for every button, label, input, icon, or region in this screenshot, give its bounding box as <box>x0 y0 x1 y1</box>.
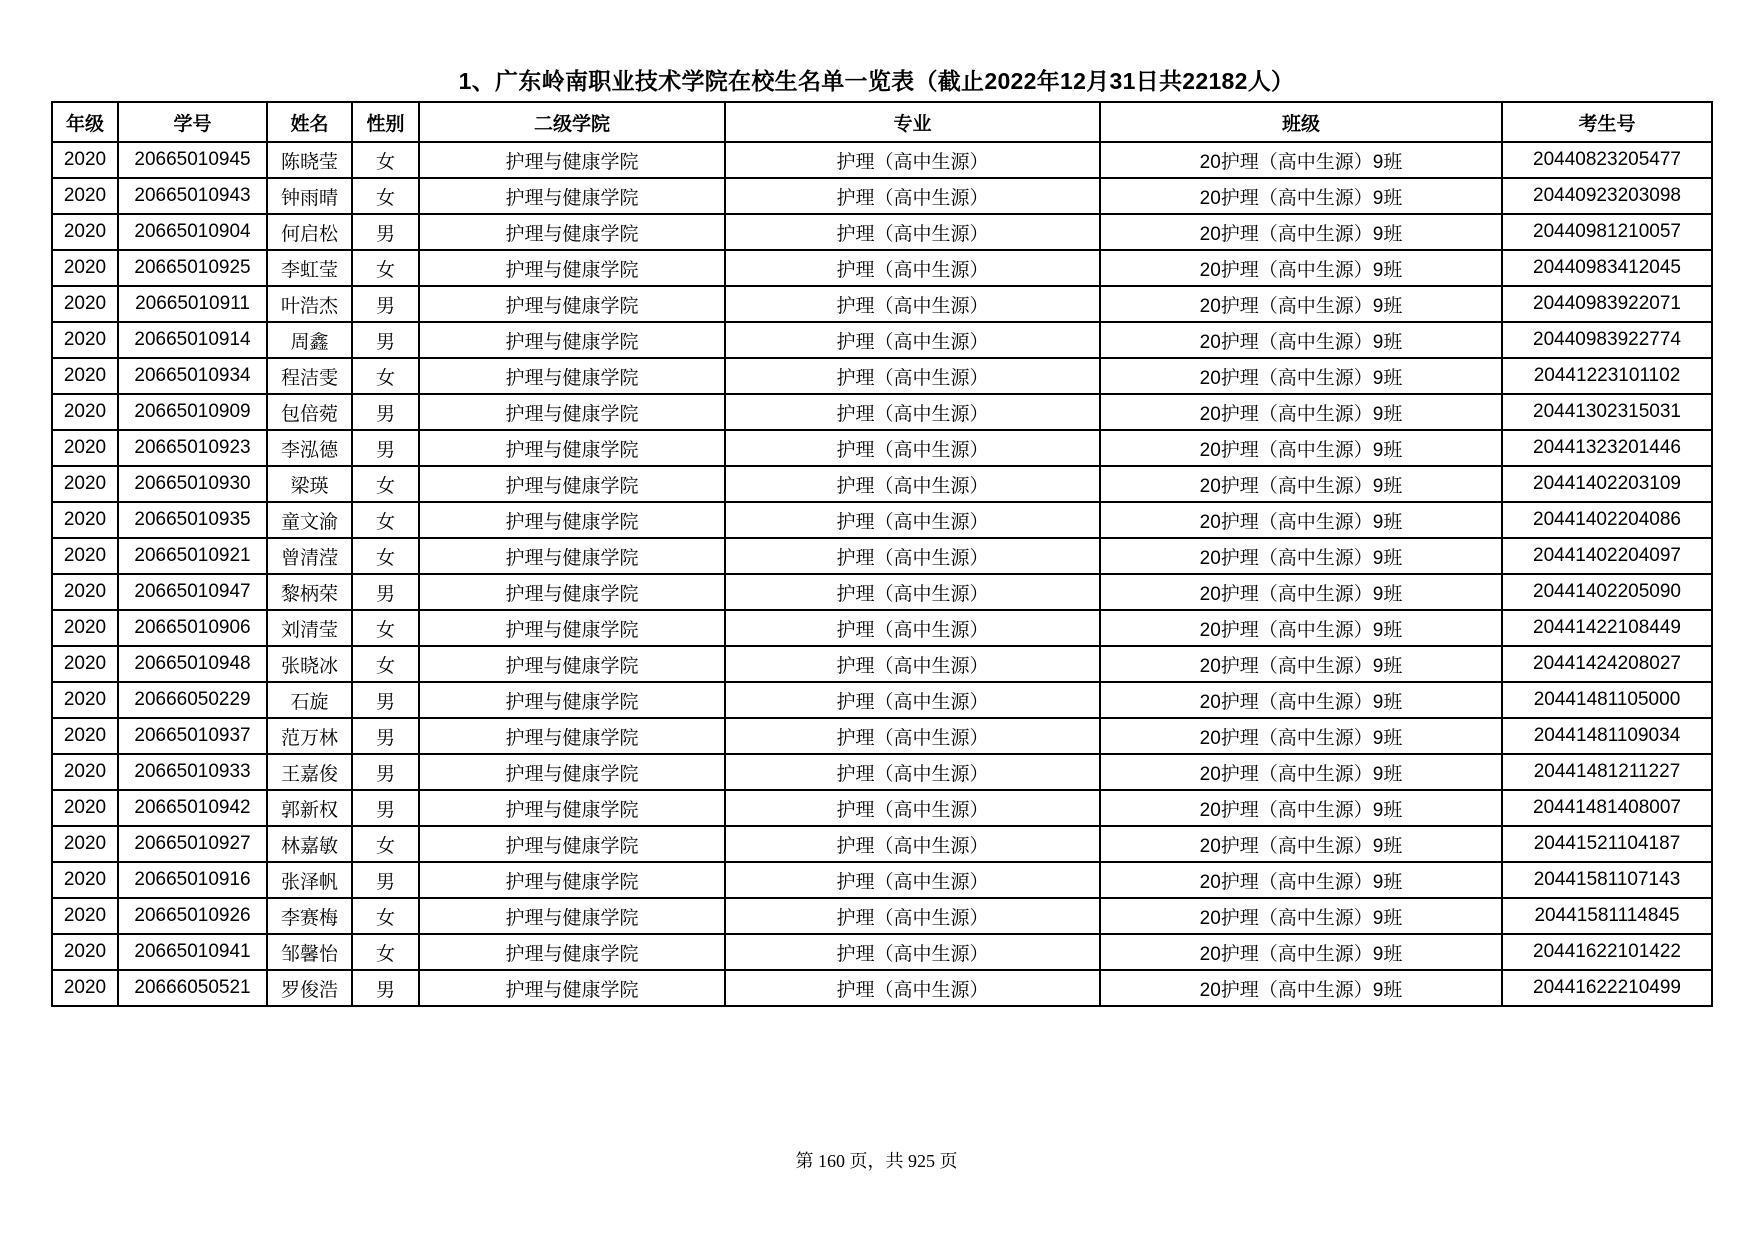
cell-name: 李赛梅 <box>267 898 352 934</box>
cell-college: 护理与健康学院 <box>419 466 725 502</box>
cell-grade: 2020 <box>52 610 118 646</box>
cell-class: 20护理（高中生源）9班 <box>1100 754 1502 790</box>
column-header-gender: 性别 <box>352 102 419 142</box>
cell-class: 20护理（高中生源）9班 <box>1100 790 1502 826</box>
cell-college: 护理与健康学院 <box>419 754 725 790</box>
cell-major: 护理（高中生源） <box>725 214 1100 250</box>
cell-student-id: 20665010904 <box>118 214 267 250</box>
cell-exam-number: 20441481211227 <box>1502 754 1712 790</box>
cell-exam-number: 20441521104187 <box>1502 826 1712 862</box>
cell-major: 护理（高中生源） <box>725 538 1100 574</box>
table-body <box>52 142 1712 1006</box>
cell-student-id: 20665010945 <box>118 142 267 178</box>
cell-major: 护理（高中生源） <box>725 610 1100 646</box>
cell-gender: 男 <box>352 394 419 430</box>
cell-student-id: 20666050229 <box>118 682 267 718</box>
cell-exam-number: 20440983922071 <box>1502 286 1712 322</box>
table-row <box>52 394 1712 430</box>
table-row <box>52 898 1712 934</box>
cell-name: 郭新权 <box>267 790 352 826</box>
cell-major: 护理（高中生源） <box>725 898 1100 934</box>
column-header-grade: 年级 <box>52 102 118 142</box>
table-row <box>52 502 1712 538</box>
cell-gender: 女 <box>352 250 419 286</box>
cell-gender: 男 <box>352 214 419 250</box>
cell-gender: 女 <box>352 142 419 178</box>
table-header-row <box>52 102 1712 142</box>
cell-student-id: 20665010941 <box>118 934 267 970</box>
cell-exam-number: 20441581114845 <box>1502 898 1712 934</box>
cell-grade: 2020 <box>52 934 118 970</box>
table-row <box>52 358 1712 394</box>
cell-major: 护理（高中生源） <box>725 970 1100 1006</box>
cell-gender: 男 <box>352 286 419 322</box>
cell-student-id: 20665010943 <box>118 178 267 214</box>
cell-exam-number: 20441581107143 <box>1502 862 1712 898</box>
cell-student-id: 20665010933 <box>118 754 267 790</box>
cell-exam-number: 20440981210057 <box>1502 214 1712 250</box>
table-row <box>52 718 1712 754</box>
cell-student-id: 20665010937 <box>118 718 267 754</box>
cell-class: 20护理（高中生源）9班 <box>1100 682 1502 718</box>
cell-grade: 2020 <box>52 430 118 466</box>
cell-major: 护理（高中生源） <box>725 250 1100 286</box>
cell-major: 护理（高中生源） <box>725 754 1100 790</box>
cell-student-id: 20665010921 <box>118 538 267 574</box>
cell-major: 护理（高中生源） <box>725 322 1100 358</box>
cell-exam-number: 20440823205477 <box>1502 142 1712 178</box>
cell-class: 20护理（高中生源）9班 <box>1100 322 1502 358</box>
cell-student-id: 20666050521 <box>118 970 267 1006</box>
column-header-college: 二级学院 <box>419 102 725 142</box>
cell-grade: 2020 <box>52 646 118 682</box>
cell-college: 护理与健康学院 <box>419 934 725 970</box>
cell-student-id: 20665010934 <box>118 358 267 394</box>
cell-college: 护理与健康学院 <box>419 214 725 250</box>
cell-student-id: 20665010923 <box>118 430 267 466</box>
table-row <box>52 286 1712 322</box>
column-header-student-id: 学号 <box>118 102 267 142</box>
cell-grade: 2020 <box>52 394 118 430</box>
cell-college: 护理与健康学院 <box>419 430 725 466</box>
cell-student-id: 20665010947 <box>118 574 267 610</box>
cell-student-id: 20665010942 <box>118 790 267 826</box>
cell-name: 叶浩杰 <box>267 286 352 322</box>
cell-grade: 2020 <box>52 574 118 610</box>
cell-gender: 男 <box>352 322 419 358</box>
cell-exam-number: 20441622101422 <box>1502 934 1712 970</box>
cell-gender: 女 <box>352 898 419 934</box>
cell-grade: 2020 <box>52 790 118 826</box>
cell-exam-number: 20441481105000 <box>1502 682 1712 718</box>
cell-name: 包倍菀 <box>267 394 352 430</box>
cell-gender: 女 <box>352 826 419 862</box>
cell-college: 护理与健康学院 <box>419 538 725 574</box>
cell-grade: 2020 <box>52 718 118 754</box>
cell-class: 20护理（高中生源）9班 <box>1100 358 1502 394</box>
cell-gender: 女 <box>352 934 419 970</box>
cell-class: 20护理（高中生源）9班 <box>1100 898 1502 934</box>
cell-exam-number: 20441422108449 <box>1502 610 1712 646</box>
cell-college: 护理与健康学院 <box>419 862 725 898</box>
cell-name: 石旋 <box>267 682 352 718</box>
cell-exam-number: 20440983412045 <box>1502 250 1712 286</box>
table-row <box>52 178 1712 214</box>
cell-exam-number: 20441302315031 <box>1502 394 1712 430</box>
cell-student-id: 20665010927 <box>118 826 267 862</box>
cell-gender: 男 <box>352 754 419 790</box>
table-row <box>52 322 1712 358</box>
cell-class: 20护理（高中生源）9班 <box>1100 538 1502 574</box>
cell-college: 护理与健康学院 <box>419 394 725 430</box>
cell-college: 护理与健康学院 <box>419 178 725 214</box>
table-row <box>52 646 1712 682</box>
cell-college: 护理与健康学院 <box>419 790 725 826</box>
cell-name: 程洁雯 <box>267 358 352 394</box>
cell-gender: 女 <box>352 178 419 214</box>
cell-gender: 男 <box>352 682 419 718</box>
cell-exam-number: 20441622210499 <box>1502 970 1712 1006</box>
cell-name: 陈晓莹 <box>267 142 352 178</box>
cell-class: 20护理（高中生源）9班 <box>1100 970 1502 1006</box>
cell-college: 护理与健康学院 <box>419 322 725 358</box>
cell-grade: 2020 <box>52 826 118 862</box>
cell-student-id: 20665010948 <box>118 646 267 682</box>
cell-class: 20护理（高中生源）9班 <box>1100 430 1502 466</box>
cell-name: 李泓德 <box>267 430 352 466</box>
cell-exam-number: 20441402205090 <box>1502 574 1712 610</box>
table-row <box>52 970 1712 1006</box>
cell-gender: 男 <box>352 970 419 1006</box>
table-row <box>52 142 1712 178</box>
cell-major: 护理（高中生源） <box>725 394 1100 430</box>
cell-class: 20护理（高中生源）9班 <box>1100 826 1502 862</box>
cell-name: 梁瑛 <box>267 466 352 502</box>
cell-gender: 女 <box>352 358 419 394</box>
cell-major: 护理（高中生源） <box>725 790 1100 826</box>
cell-college: 护理与健康学院 <box>419 718 725 754</box>
page-title: 1、广东岭南职业技术学院在校生名单一览表（截止2022年12月31日共22182人） <box>458 68 1295 94</box>
cell-college: 护理与健康学院 <box>419 682 725 718</box>
cell-grade: 2020 <box>52 214 118 250</box>
cell-name: 林嘉敏 <box>267 826 352 862</box>
cell-class: 20护理（高中生源）9班 <box>1100 610 1502 646</box>
table-row <box>52 862 1712 898</box>
cell-exam-number: 20440983922774 <box>1502 322 1712 358</box>
table-row <box>52 574 1712 610</box>
cell-class: 20护理（高中生源）9班 <box>1100 250 1502 286</box>
table-row <box>52 610 1712 646</box>
cell-gender: 男 <box>352 862 419 898</box>
cell-exam-number: 20441402203109 <box>1502 466 1712 502</box>
table-row <box>52 214 1712 250</box>
cell-grade: 2020 <box>52 286 118 322</box>
cell-major: 护理（高中生源） <box>725 574 1100 610</box>
table-row <box>52 466 1712 502</box>
cell-exam-number: 20441424208027 <box>1502 646 1712 682</box>
cell-gender: 女 <box>352 646 419 682</box>
cell-college: 护理与健康学院 <box>419 826 725 862</box>
cell-exam-number: 20440923203098 <box>1502 178 1712 214</box>
cell-grade: 2020 <box>52 898 118 934</box>
cell-gender: 男 <box>352 574 419 610</box>
cell-student-id: 20665010914 <box>118 322 267 358</box>
cell-grade: 2020 <box>52 538 118 574</box>
table-row <box>52 250 1712 286</box>
cell-college: 护理与健康学院 <box>419 610 725 646</box>
cell-name: 邹馨怡 <box>267 934 352 970</box>
cell-student-id: 20665010916 <box>118 862 267 898</box>
cell-major: 护理（高中生源） <box>725 934 1100 970</box>
cell-major: 护理（高中生源） <box>725 862 1100 898</box>
cell-college: 护理与健康学院 <box>419 250 725 286</box>
cell-grade: 2020 <box>52 502 118 538</box>
cell-name: 张泽帆 <box>267 862 352 898</box>
student-roster-table <box>51 101 1713 1007</box>
cell-grade: 2020 <box>52 682 118 718</box>
cell-class: 20护理（高中生源）9班 <box>1100 862 1502 898</box>
cell-college: 护理与健康学院 <box>419 358 725 394</box>
cell-class: 20护理（高中生源）9班 <box>1100 574 1502 610</box>
cell-college: 护理与健康学院 <box>419 970 725 1006</box>
cell-name: 童文渝 <box>267 502 352 538</box>
cell-class: 20护理（高中生源）9班 <box>1100 214 1502 250</box>
cell-major: 护理（高中生源） <box>725 502 1100 538</box>
cell-name: 何启松 <box>267 214 352 250</box>
cell-student-id: 20665010925 <box>118 250 267 286</box>
table-row <box>52 790 1712 826</box>
cell-major: 护理（高中生源） <box>725 718 1100 754</box>
cell-grade: 2020 <box>52 358 118 394</box>
table-row <box>52 826 1712 862</box>
cell-exam-number: 20441223101102 <box>1502 358 1712 394</box>
cell-exam-number: 20441481109034 <box>1502 718 1712 754</box>
cell-gender: 女 <box>352 610 419 646</box>
cell-major: 护理（高中生源） <box>725 646 1100 682</box>
cell-name: 范万林 <box>267 718 352 754</box>
cell-gender: 男 <box>352 718 419 754</box>
cell-exam-number: 20441402204097 <box>1502 538 1712 574</box>
column-header-exam-number: 考生号 <box>1502 102 1712 142</box>
table-row <box>52 682 1712 718</box>
cell-exam-number: 20441402204086 <box>1502 502 1712 538</box>
column-header-name: 姓名 <box>267 102 352 142</box>
cell-student-id: 20665010935 <box>118 502 267 538</box>
cell-major: 护理（高中生源） <box>725 682 1100 718</box>
cell-student-id: 20665010906 <box>118 610 267 646</box>
cell-exam-number: 20441323201446 <box>1502 430 1712 466</box>
table-row <box>52 934 1712 970</box>
cell-name: 钟雨晴 <box>267 178 352 214</box>
cell-class: 20护理（高中生源）9班 <box>1100 178 1502 214</box>
cell-gender: 男 <box>352 430 419 466</box>
cell-exam-number: 20441481408007 <box>1502 790 1712 826</box>
cell-class: 20护理（高中生源）9班 <box>1100 394 1502 430</box>
table-row <box>52 754 1712 790</box>
cell-college: 护理与健康学院 <box>419 646 725 682</box>
column-header-major: 专业 <box>725 102 1100 142</box>
cell-college: 护理与健康学院 <box>419 142 725 178</box>
cell-gender: 女 <box>352 466 419 502</box>
cell-grade: 2020 <box>52 322 118 358</box>
cell-student-id: 20665010926 <box>118 898 267 934</box>
cell-college: 护理与健康学院 <box>419 898 725 934</box>
cell-gender: 女 <box>352 502 419 538</box>
cell-college: 护理与健康学院 <box>419 502 725 538</box>
cell-class: 20护理（高中生源）9班 <box>1100 646 1502 682</box>
cell-class: 20护理（高中生源）9班 <box>1100 286 1502 322</box>
cell-name: 黎柄荣 <box>267 574 352 610</box>
cell-class: 20护理（高中生源）9班 <box>1100 142 1502 178</box>
cell-grade: 2020 <box>52 754 118 790</box>
cell-class: 20护理（高中生源）9班 <box>1100 502 1502 538</box>
cell-college: 护理与健康学院 <box>419 286 725 322</box>
cell-student-id: 20665010930 <box>118 466 267 502</box>
cell-grade: 2020 <box>52 466 118 502</box>
cell-major: 护理（高中生源） <box>725 466 1100 502</box>
cell-college: 护理与健康学院 <box>419 574 725 610</box>
cell-name: 李虹莹 <box>267 250 352 286</box>
table-row <box>52 538 1712 574</box>
column-header-class: 班级 <box>1100 102 1502 142</box>
cell-class: 20护理（高中生源）9班 <box>1100 718 1502 754</box>
cell-student-id: 20665010911 <box>118 286 267 322</box>
cell-grade: 2020 <box>52 142 118 178</box>
page-number-footer: 第 160 页，共 925 页 <box>795 1151 958 1171</box>
table-row <box>52 430 1712 466</box>
cell-major: 护理（高中生源） <box>725 358 1100 394</box>
cell-major: 护理（高中生源） <box>725 826 1100 862</box>
cell-name: 曾清滢 <box>267 538 352 574</box>
cell-class: 20护理（高中生源）9班 <box>1100 934 1502 970</box>
cell-gender: 男 <box>352 790 419 826</box>
cell-name: 张晓冰 <box>267 646 352 682</box>
cell-major: 护理（高中生源） <box>725 178 1100 214</box>
cell-major: 护理（高中生源） <box>725 430 1100 466</box>
cell-grade: 2020 <box>52 970 118 1006</box>
cell-name: 罗俊浩 <box>267 970 352 1006</box>
cell-name: 王嘉俊 <box>267 754 352 790</box>
cell-major: 护理（高中生源） <box>725 142 1100 178</box>
cell-name: 周鑫 <box>267 322 352 358</box>
cell-major: 护理（高中生源） <box>725 286 1100 322</box>
cell-class: 20护理（高中生源）9班 <box>1100 466 1502 502</box>
cell-gender: 女 <box>352 538 419 574</box>
cell-name: 刘清莹 <box>267 610 352 646</box>
cell-student-id: 20665010909 <box>118 394 267 430</box>
cell-grade: 2020 <box>52 178 118 214</box>
cell-grade: 2020 <box>52 862 118 898</box>
cell-grade: 2020 <box>52 250 118 286</box>
